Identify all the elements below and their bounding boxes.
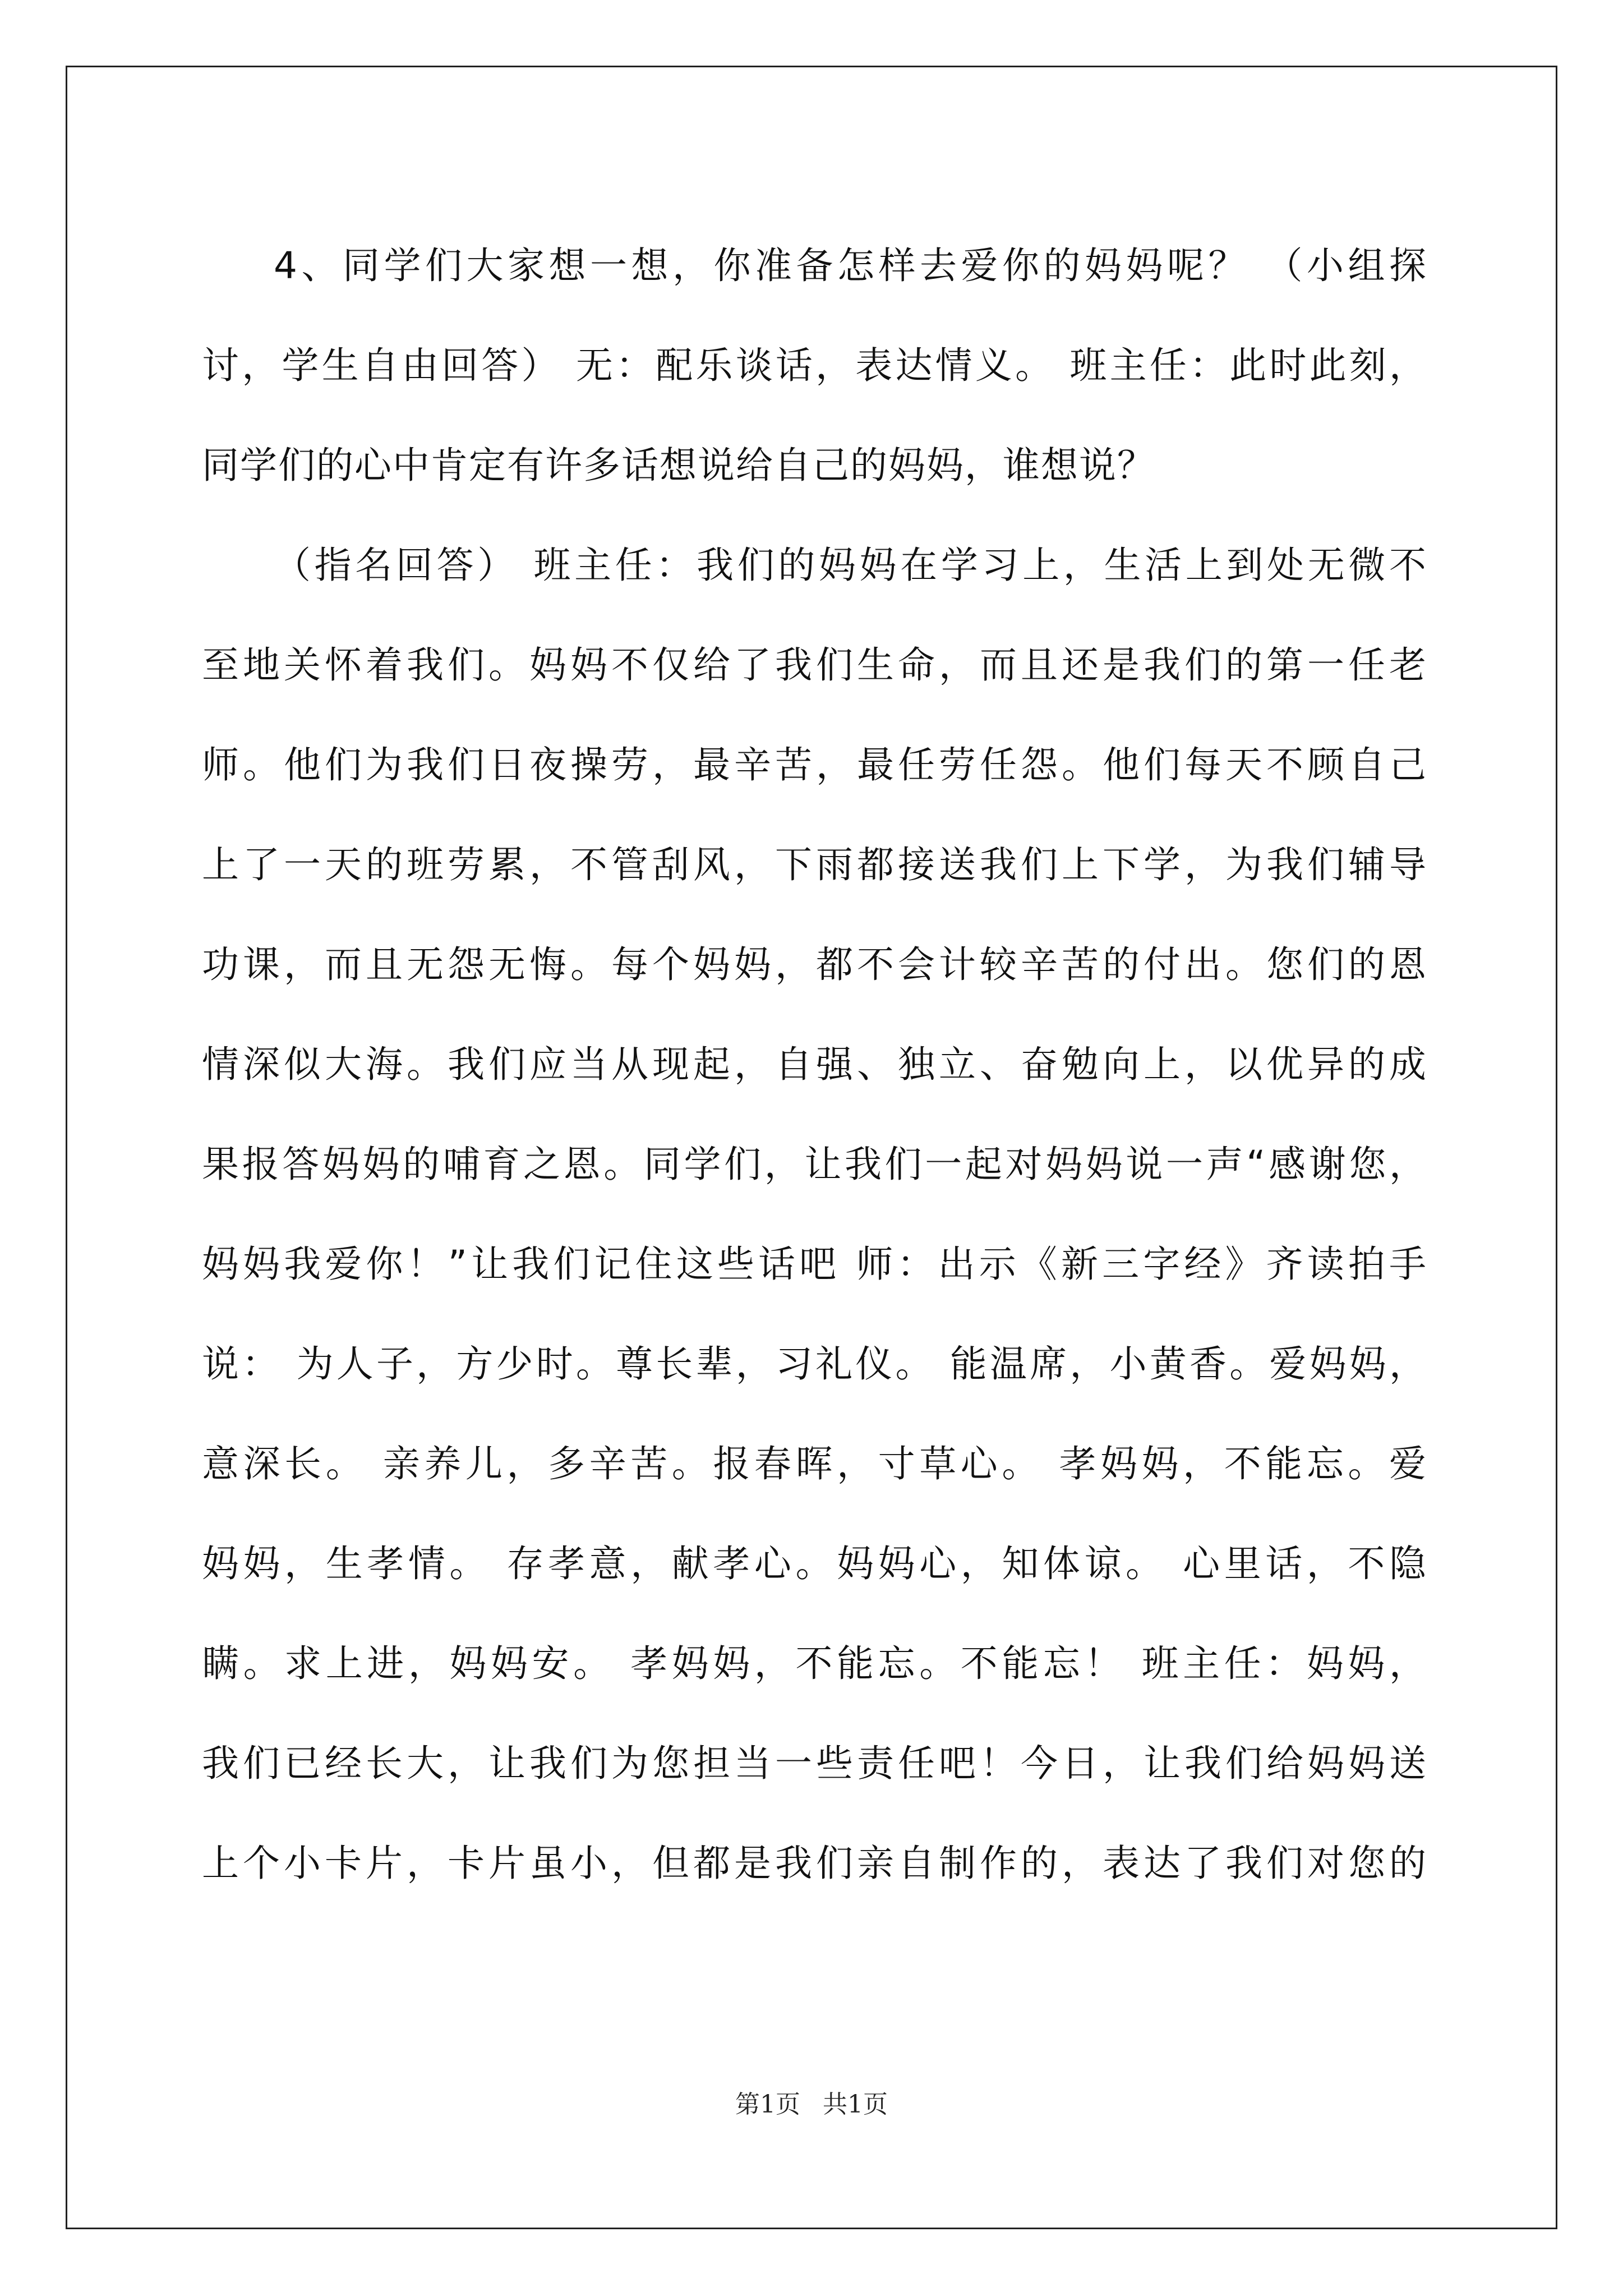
text-line: 同学们的心中肯定有许多话想说给自己的妈妈，谁想说？ xyxy=(202,444,1155,487)
text-line: 我们已经长大，让我们为您担当一些责任吧！今日，让我们给妈妈送 xyxy=(202,1742,1427,1785)
text-line: 功课，而且无怨无悔。每个妈妈，都不会计较辛苦的付出。您们的恩 xyxy=(202,943,1427,986)
page-footer xyxy=(0,2084,1623,2120)
text-line: 师。他们为我们日夜操劳，最辛苦，最任劳任怨。他们每天不顾自己 xyxy=(202,743,1427,786)
text-line: 意深长。 亲养儿，多辛苦。报春晖，寸草心。 孝妈妈，不能忘。爱 xyxy=(202,1442,1427,1485)
document-body xyxy=(202,216,1427,1913)
page-number: 第1页 xyxy=(735,2090,800,2119)
text-line: 妈妈，生孝情。 存孝意，献孝心。妈妈心，知体谅。 心里话，不隐 xyxy=(202,1542,1427,1585)
text-line: 4、同学们大家想一想，你准备怎样去爱你的妈妈呢？ （小组探 xyxy=(274,244,1427,287)
text-line: 情深似大海。我们应当从现起，自强、独立、奋勉向上，以优异的成 xyxy=(202,1043,1427,1086)
text-line: 至地关怀着我们。妈妈不仅给了我们生命，而且还是我们的第一任老 xyxy=(202,643,1427,687)
text-line: （指名回答） 班主任：我们的妈妈在学习上，生活上到处无微不 xyxy=(274,544,1427,587)
text-line: 上了一天的班劳累，不管刮风，下雨都接送我们上下学，为我们辅导 xyxy=(202,843,1427,886)
text-line: 说： 为人子，方少时。尊长辈，习礼仪。 能温席，小黄香。爱妈妈， xyxy=(202,1342,1427,1386)
text-line: 妈妈我爱你！”让我们记住这些话吧 师：出示《新三字经》齐读拍手 xyxy=(202,1243,1427,1286)
page-total: 共1页 xyxy=(823,2090,888,2119)
text-line: 瞒。求上进，妈妈安。 孝妈妈，不能忘。不能忘！ 班主任：妈妈， xyxy=(202,1642,1427,1685)
text-line: 果报答妈妈的哺育之恩。同学们，让我们一起对妈妈说一声“感谢您， xyxy=(202,1143,1427,1186)
text-line: 上个小卡片，卡片虽小，但都是我们亲自制作的，表达了我们对您的 xyxy=(202,1842,1427,1885)
text-line: 讨，学生自由回答） 无：配乐谈话，表达情义。 班主任：此时此刻， xyxy=(202,344,1427,387)
